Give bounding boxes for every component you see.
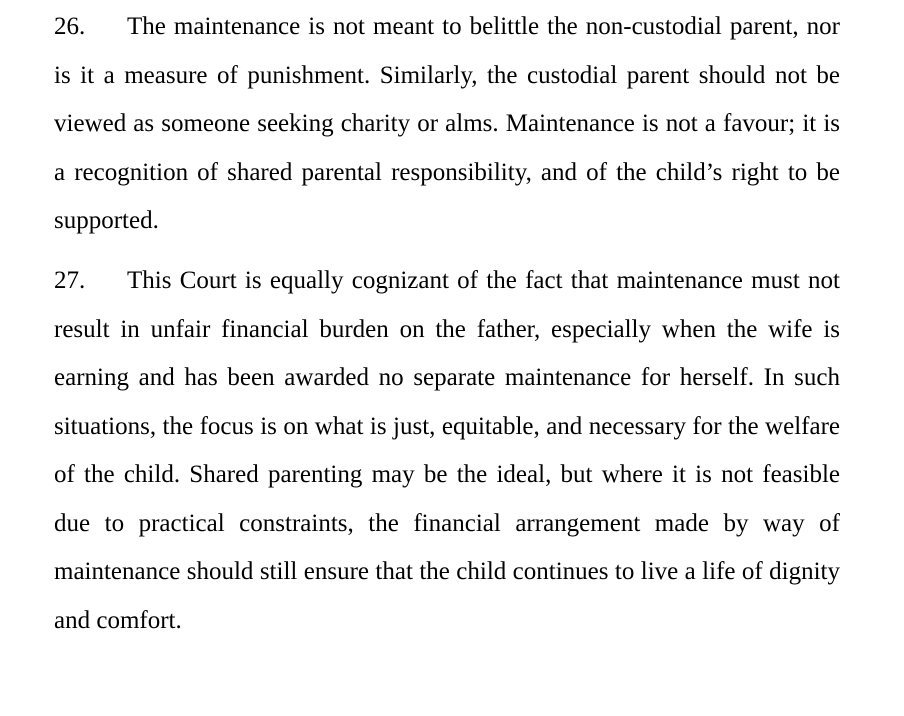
paragraph-26: [54, 3, 840, 246]
paragraph-number: 27.: [54, 267, 86, 294]
paragraph-number: 26.: [54, 13, 86, 40]
paragraph-text: This Court is equally cognizant of the fact that maintenance must not result in unfair financial burden on the father, especially when the wife is earning and has been awarded no separate maintenance for herself. In such situations, the focus is on what is just, equitable, and necessary for the welfare of the child. Shared parenting may be the ideal, but where it is not feasible due to practical constraints, the financial arrangement made by way of maintenance should still ensure that the child continues to live a life of dignity and comfort.: [54, 267, 840, 634]
paragraph-27: [54, 257, 840, 645]
paragraph-text: The maintenance is not meant to belittle the non-custodial parent, nor is it a measure of punishment. Similarly, the custodial parent should not be viewed as someone seeking charity or alms. Maintenance is not a favour; it is a recognition of shared parental responsibility, and of the child’s right to be supported.: [54, 13, 840, 234]
